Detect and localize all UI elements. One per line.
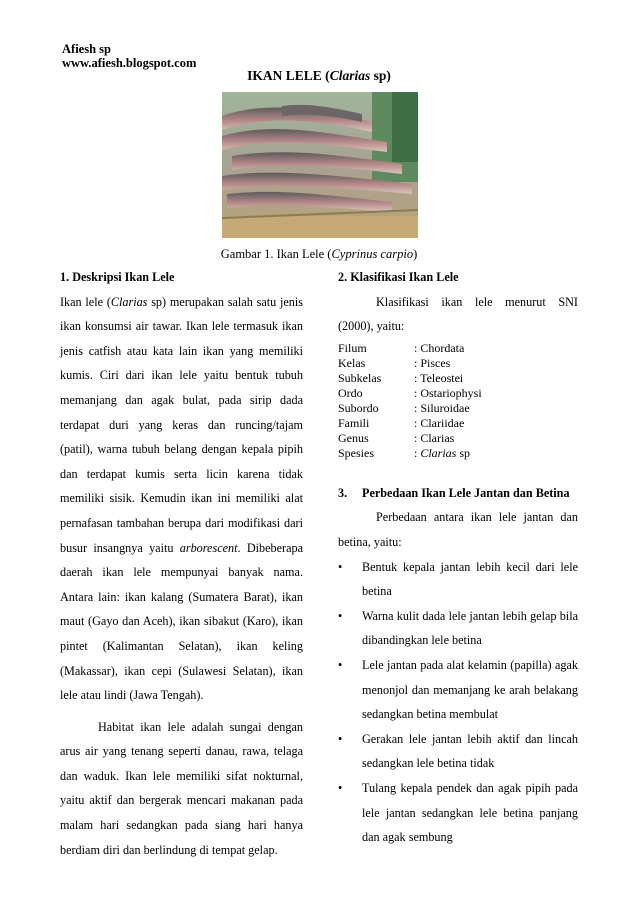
rank-value: : Chordata — [414, 340, 465, 355]
differences-list — [338, 555, 578, 850]
list-item — [338, 727, 578, 776]
rank-value: : Pisces — [414, 355, 451, 370]
title-main: IKAN LELE ( — [247, 68, 330, 83]
section3-intro: Perbedaan antara ikan lele jantan dan betina, yaitu: — [338, 510, 578, 549]
right-column — [338, 265, 578, 850]
s1-p1-d: arborescent — [179, 540, 238, 555]
classification-row — [338, 356, 578, 371]
classification-row — [338, 431, 578, 446]
list-item — [338, 555, 578, 604]
list-item-text: Warna kulit dada lele jantan lebih gelap bila dibandingkan lele betina — [362, 608, 578, 648]
section2-intro: Klasifikasi ikan lele menurut SNI (2000), yaitu: — [338, 294, 578, 334]
rank-value: : Ostariophysi — [414, 385, 482, 400]
classification-row — [338, 386, 578, 401]
classification-table — [338, 341, 578, 461]
rank-label: Ordo — [338, 385, 363, 400]
rank-label: Subordo — [338, 400, 379, 415]
section2-heading: 2. Klasifikasi Ikan Lele — [338, 270, 459, 284]
species-suffix: sp — [456, 445, 471, 460]
section1-paragraph1 — [60, 290, 303, 708]
classification-row — [338, 401, 578, 416]
bullet-icon: • — [338, 731, 343, 746]
left-column — [60, 265, 303, 862]
section1-heading: 1. Deskripsi Ikan Lele — [60, 270, 175, 284]
bullet-icon: • — [338, 559, 343, 574]
classification-row — [338, 341, 578, 356]
section3-number: 3. — [338, 485, 348, 500]
rank-label: Genus — [338, 430, 369, 445]
rank-value: : Clarias — [414, 430, 455, 445]
rank-value: : Teleostei — [414, 370, 464, 385]
author-name: Afiesh sp — [62, 42, 111, 56]
species-prefix: : — [414, 445, 421, 460]
rank-value — [414, 446, 470, 461]
s1-p1-c: sp) merupakan salah satu jenis ikan konsumsi air tawar. Ikan lele termasuk ikan jenis catfish atau kata lain ikan yang memiliki kumis. Ciri dari ikan lele yaitu bentuk tubuh memanjang dan agak bulat, pada sirip dada terdapat duri yang keras dan runcing/tajam (patil), warna tubuh belang dengan kepala pipih dan terdapat kumis serta licin karena tidak memiliki sisik. Kemudin ikan ini memiliki alat pernafasan tambahan berupa dari modifikasi dari busur insangnya yaitu — [60, 294, 303, 555]
rank-label: Subkelas — [338, 370, 382, 385]
species-italic: Clarias — [420, 445, 457, 460]
rank-label: Spesies — [338, 445, 374, 460]
section3-heading — [338, 481, 578, 506]
rank-value: : Siluroidae — [414, 400, 470, 415]
catfish-photo-illustration — [222, 92, 418, 238]
list-item — [338, 776, 578, 850]
list-item — [338, 604, 578, 653]
catfish-photo — [222, 92, 418, 238]
classification-row — [338, 416, 578, 431]
page-title — [0, 68, 638, 84]
list-item-text: Bentuk kepala jantan lebih kecil dari lele betina — [362, 559, 578, 599]
list-item-text: Gerakan lele jantan lebih aktif dan lincah sedangkan lele betina tidak — [362, 731, 578, 771]
list-item-text: Tulang kepala pendek dan agak pipih pada lele jantan sedangkan lele betina panjang dan agak sembung — [362, 780, 578, 845]
rank-label: Famili — [338, 415, 370, 430]
website-url[interactable]: www.afiesh.blogspot.com — [62, 56, 197, 70]
bullet-icon: • — [338, 657, 343, 672]
rank-label: Kelas — [338, 355, 366, 370]
figure-caption — [0, 247, 638, 262]
rank-value: : Clariidae — [414, 415, 465, 430]
title-italic: Clarias — [329, 68, 371, 83]
section1-paragraph2: Habitat ikan lele adalah sungai dengan arus air yang tenang seperti danau, rawa, telaga dan waduk. Ikan lele memiliki sifat nokturnal, yaitu aktif dan bergerak mencari makanan pada malam hari sedangkan pada siang hari hanya berdiam diri dan berlindung di tempat gelap. — [60, 719, 303, 857]
classification-row-species — [338, 446, 578, 461]
title-suffix: sp) — [370, 68, 391, 83]
rank-label: Filum — [338, 340, 367, 355]
bullet-icon: • — [338, 608, 343, 623]
list-item-text: Lele jantan pada alat kelamin (papilla) agak menonjol dan memanjang ke arah belakang sedangkan betina membulat — [362, 657, 578, 722]
s1-p1-b: Clarias — [110, 294, 148, 309]
s1-p1-e: . Dibeberapa daerah ikan lele mempunyai banyak nama. Antara lain: ikan kalang (Sumatera Barat), ikan maut (Gayo dan Aceh), ikan sibakut (Karo), ikan pintet (Kalimantan Selatan), ikan keling (Makassar), ikan cepi (Sulawesi Selatan), ikan lele atau lindi (Jawa Tengah). — [60, 540, 303, 703]
caption-italic: Cyprinus carpio — [331, 247, 414, 261]
section3-heading-text: Perbedaan Ikan Lele Jantan dan Betina — [362, 485, 570, 500]
caption-prefix: Gambar 1. Ikan Lele ( — [220, 247, 332, 261]
classification-row — [338, 371, 578, 386]
caption-suffix: ) — [413, 247, 418, 261]
bullet-icon: • — [338, 780, 343, 795]
s1-p1-a: Ikan lele ( — [60, 294, 111, 309]
list-item — [338, 653, 578, 727]
